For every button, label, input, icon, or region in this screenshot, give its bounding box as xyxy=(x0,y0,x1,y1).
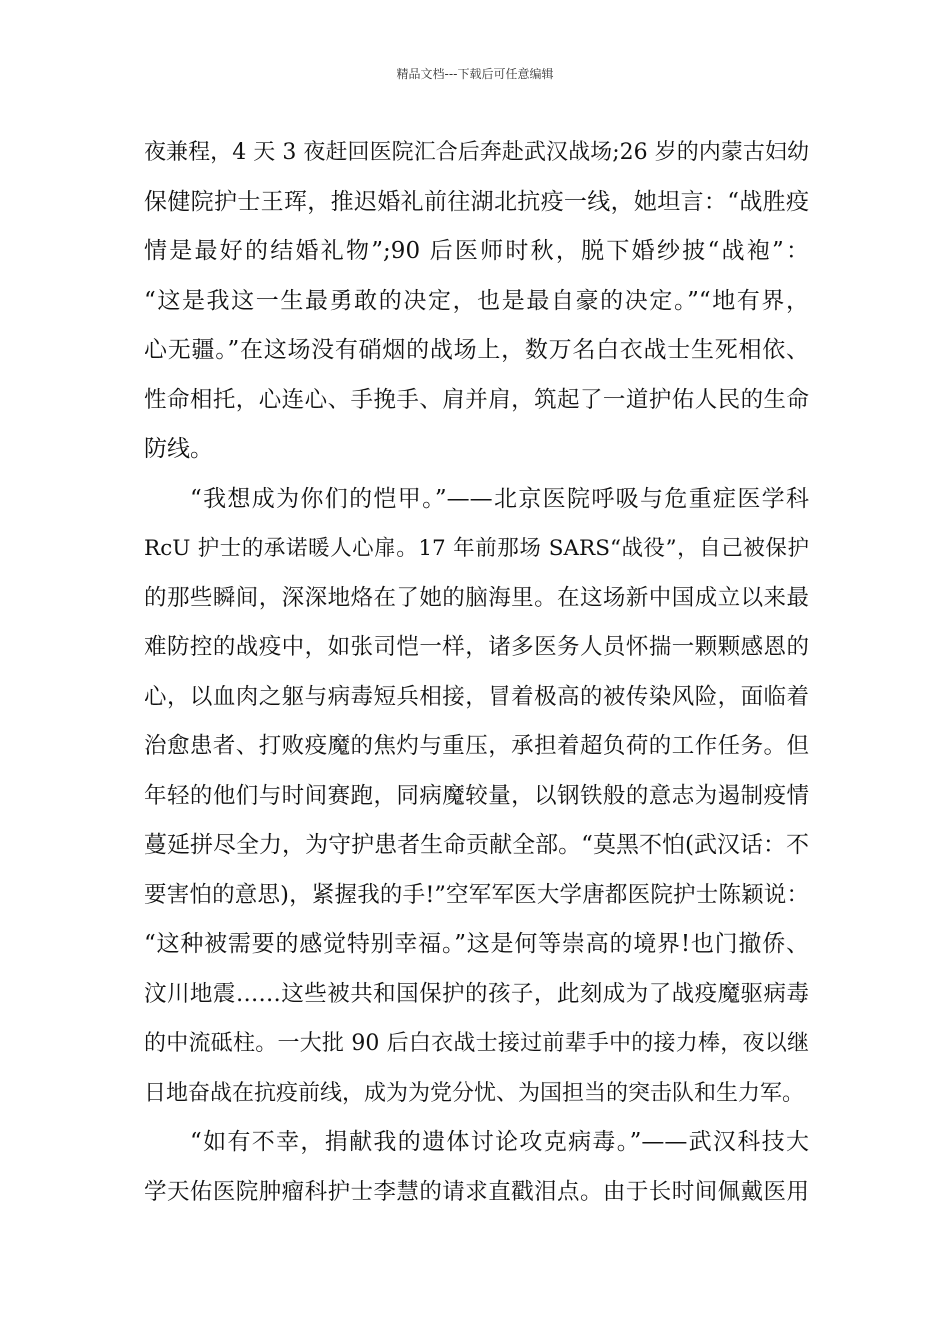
text-line: 保健院护士王珲，推迟婚礼前往湖北抗疫一线，她坦言：“战胜疫 xyxy=(144,188,809,215)
paragraph-start-line: “如有不幸，捐献我的遗体讨论攻克病毒。”——武汉科技大 xyxy=(190,1129,809,1155)
text-line: 防线。 xyxy=(144,436,213,462)
text-line: 年轻的他们与时间赛跑，同病魔较量，以钢铁般的意志为遏制疫情 xyxy=(144,782,809,809)
paragraph-start-line: “我想成为你们的恺甲。”——北京医院呼吸与危重症医学科 xyxy=(190,485,809,512)
text-line: 蔓延拼尽全力，为守护患者生命贡献全部。“莫黑不怕(武汉话：不 xyxy=(144,832,809,858)
text-line: “这是我这一生最勇敢的决定，也是最自豪的决定。”“地有界， xyxy=(144,287,809,314)
text-line: 心，以血肉之躯与病毒短兵相接，冒着极高的被传染风险，面临着 xyxy=(144,683,809,710)
text-line: 的那些瞬间，深深地烙在了她的脑海里。在这场新中国成立以来最 xyxy=(144,584,809,611)
text-line: 情是最好的结婚礼物”;90 后医师时秋，脱下婚纱披“战袍”： xyxy=(144,238,809,264)
text-line: 夜兼程，4 天 3 夜赶回医院汇合后奔赴武汉战场;26 岁的内蒙古妇幼 xyxy=(144,140,809,165)
text-line: 要害怕的意思)，紧握我的手!”空军军医大学唐都医院护士陈颖说： xyxy=(144,881,809,908)
text-line: 学天佑医院肿瘤科护士李慧的请求直戳泪点。由于长时间佩戴医用 xyxy=(144,1178,809,1205)
document-body xyxy=(144,128,809,1217)
text-line: 日地奋战在抗疫前线，成为为党分忧、为国担当的突击队和生力军。 xyxy=(144,1080,805,1106)
text-line: 心无疆。”在这场没有硝烟的战场上，数万名白衣战士生死相依、 xyxy=(144,337,809,363)
page-header: 精品文档---下载后可任意编辑 xyxy=(396,67,554,81)
text-line: “这种被需要的感觉特别幸福。”这是何等崇高的境界!也门撤侨、 xyxy=(144,931,809,957)
text-line: 性命相托，心连心、手挽手、肩并肩，筑起了一道护佑人民的生命 xyxy=(144,386,809,413)
text-line: 治愈患者、打败疫魔的焦灼与重压，承担着超负荷的工作任务。但 xyxy=(144,733,809,759)
text-line: RcU 护士的承诺暖人心扉。17 年前那场 SARS“战役”，自己被保护 xyxy=(144,536,809,561)
text-line: 难防控的战疫中，如张司恺一样，诸多医务人员怀揣一颗颗感恩的 xyxy=(144,634,809,660)
text-line: 的中流砥柱。一大批 90 后白衣战士接过前辈手中的接力棒，夜以继 xyxy=(144,1031,809,1056)
text-line: 汶川地震……这些被共和国保护的孩子，此刻成为了战疫魔驱病毒 xyxy=(144,980,809,1007)
